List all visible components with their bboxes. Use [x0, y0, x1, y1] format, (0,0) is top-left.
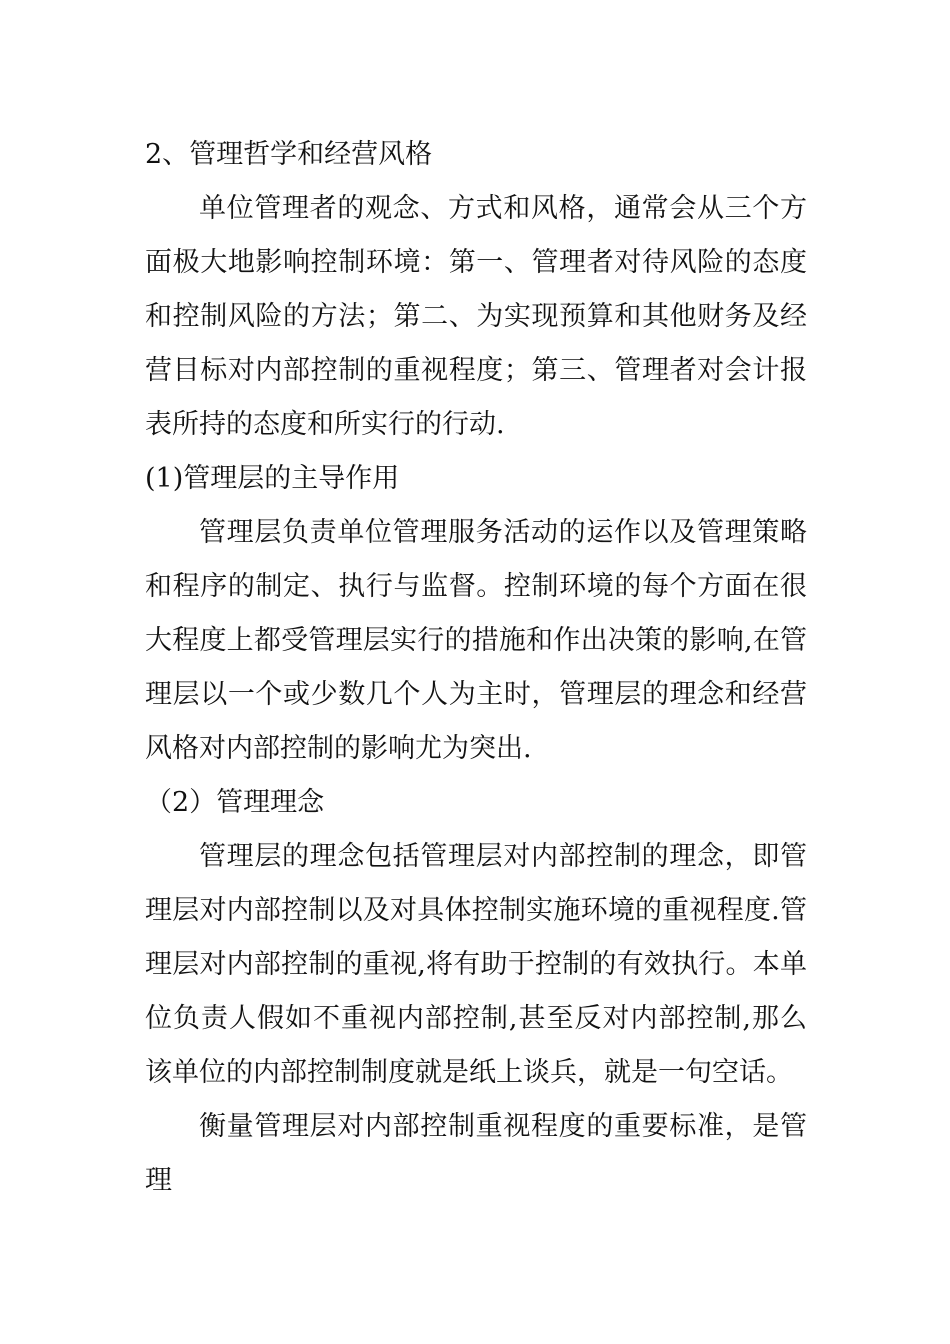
subsection-heading: （2）管理理念 [145, 787, 325, 818]
document-body [145, 128, 807, 1208]
section-heading: 2、管理哲学和经营风格 [145, 139, 433, 170]
subsection-heading: (1)管理层的主导作用 [145, 463, 400, 494]
body-paragraph: 衡量管理层对内部控制重视程度的重要标准，是管理 [145, 1111, 807, 1196]
body-paragraph: 管理层的理念包括管理层对内部控制的理念，即管理层对内部控制以及对具体控制实施环境的重视程度.管理层对内部控制的重视,将有助于控制的有效执行。本单位负责人假如不重视内部控制,甚至反对内部控制,那么该单位的内部控制制度就是纸上谈兵，就是一句空话。 [145, 841, 807, 1088]
body-paragraph: 单位管理者的观念、方式和风格，通常会从三个方面极大地影响控制环境：第一、管理者对待风险的态度和控制风险的方法；第二、为实现预算和其他财务及经营目标对内部控制的重视程度；第三、管理者对会计报表所持的态度和所实行的行动. [145, 193, 807, 440]
body-paragraph: 管理层负责单位管理服务活动的运作以及管理策略和程序的制定、执行与监督。控制环境的每个方面在很大程度上都受管理层实行的措施和作出决策的影响,在管理层以一个或少数几个人为主时，管理层的理念和经营风格对内部控制的影响尤为突出. [145, 517, 807, 764]
